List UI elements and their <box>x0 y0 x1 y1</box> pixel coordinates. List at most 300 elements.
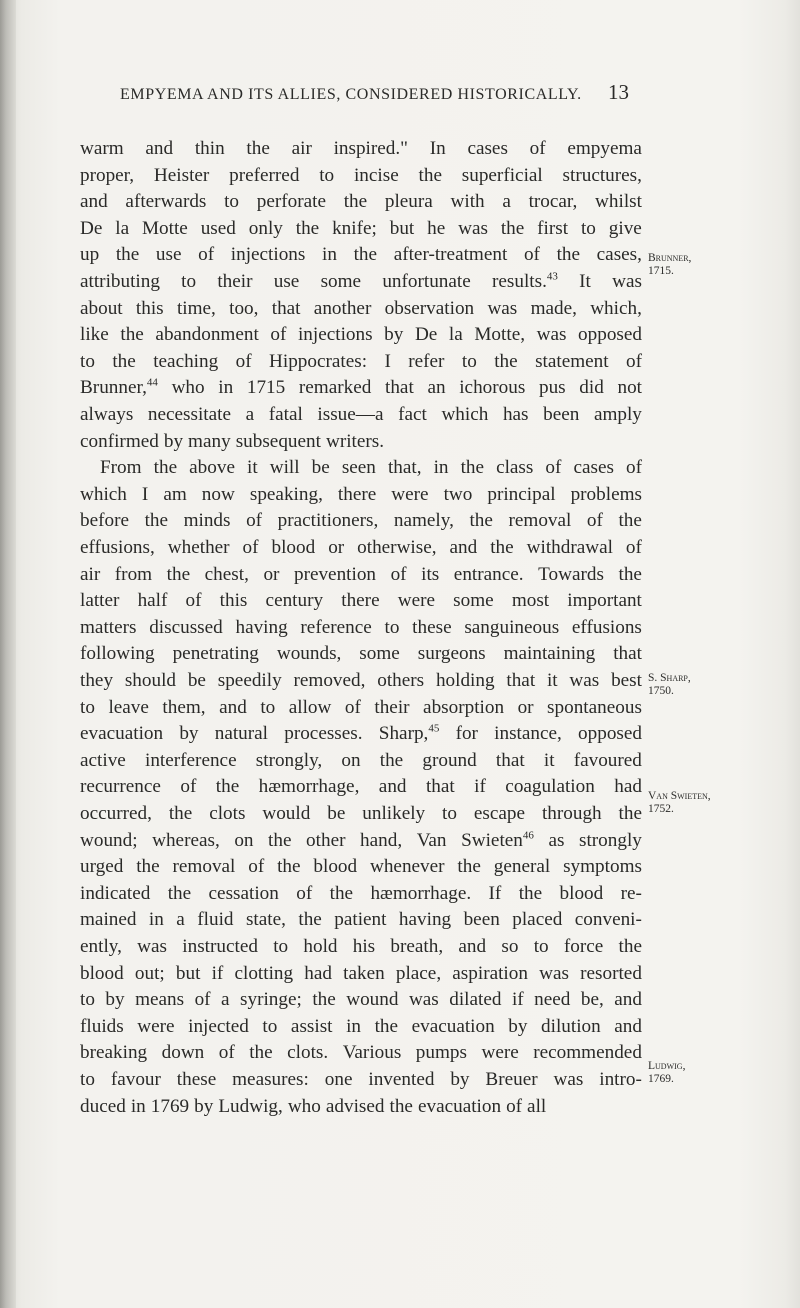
word: evacuation <box>411 1015 495 1037</box>
word: and <box>80 191 108 213</box>
word: to <box>80 696 95 718</box>
word: following <box>80 643 155 665</box>
word: now <box>201 483 235 505</box>
word: the <box>353 244 378 266</box>
word: resorted <box>580 962 642 984</box>
word: the <box>268 829 292 851</box>
word: strongly, <box>255 749 323 771</box>
word: of <box>246 510 263 532</box>
footnote-ref: 43 <box>546 270 558 283</box>
word: cases <box>467 138 508 159</box>
word: all <box>527 1095 547 1117</box>
word: the <box>166 563 191 585</box>
word: the <box>295 217 320 239</box>
word: Breuer <box>485 1069 538 1090</box>
margin-note-van-swieten <box>648 790 711 816</box>
text-line <box>80 373 642 403</box>
word: on <box>234 829 254 851</box>
footnote-ref: 46 <box>522 829 534 842</box>
word: writers. <box>325 430 385 452</box>
word: knife; <box>332 217 377 239</box>
word: so <box>501 936 519 957</box>
word: by <box>508 1015 528 1037</box>
footnote-ref: 45 <box>428 722 440 735</box>
word: of <box>270 324 287 346</box>
word: opposed <box>578 723 642 745</box>
word: of <box>235 350 252 372</box>
word: remarked <box>298 377 372 399</box>
word: instructed <box>182 936 258 957</box>
word: wound; <box>80 829 138 851</box>
word: maintaining <box>503 643 596 665</box>
word: always <box>80 404 134 425</box>
word: of <box>344 696 361 718</box>
word: la <box>448 324 463 346</box>
word: the <box>215 776 240 798</box>
word: of <box>185 590 202 612</box>
word: by <box>179 723 199 745</box>
word: proper, <box>80 164 135 186</box>
word: injections <box>230 244 306 266</box>
margin-note-name: Ludwig, <box>648 1060 686 1072</box>
word: Heister <box>153 164 210 186</box>
word: and <box>219 696 247 718</box>
word: will <box>269 457 300 479</box>
word: of <box>194 989 211 1011</box>
word: down <box>161 1042 205 1064</box>
text-line <box>80 294 642 324</box>
text-line <box>80 932 642 962</box>
margin-note-name: S. Sharp, <box>648 672 691 684</box>
word: which, <box>590 297 642 319</box>
word: sanguineous <box>464 616 560 638</box>
word: on <box>341 749 361 771</box>
word: only <box>248 217 283 239</box>
word: favour <box>110 1069 161 1090</box>
word: for <box>455 723 478 745</box>
word: otherwise, <box>357 537 437 558</box>
word: the <box>144 510 169 532</box>
word: that <box>506 670 536 691</box>
word: if <box>474 776 486 798</box>
word: natural <box>214 723 269 745</box>
word: be <box>327 803 346 824</box>
word: whereas, <box>152 829 220 851</box>
word: the <box>469 510 493 532</box>
word: whenever <box>369 856 445 878</box>
word: of <box>242 537 259 558</box>
word: half <box>137 590 168 612</box>
word: favoured <box>573 749 642 771</box>
word: hæmorrhage, <box>258 776 360 798</box>
word: their <box>217 271 253 292</box>
word: reference <box>300 616 372 638</box>
word: urged <box>80 856 124 878</box>
word: pleura <box>384 191 433 213</box>
word: give <box>608 217 642 239</box>
word: place, <box>395 962 442 984</box>
word: class <box>496 457 534 479</box>
word: cessation <box>208 882 279 904</box>
word: measures: <box>232 1069 309 1090</box>
word: force <box>563 936 604 957</box>
word: symptoms <box>563 856 642 878</box>
word: re- <box>620 882 642 904</box>
word: la <box>115 217 130 239</box>
word: to <box>384 616 400 638</box>
word: coagulation <box>505 776 595 798</box>
text-line <box>80 480 642 510</box>
text-line <box>80 506 642 536</box>
word: of <box>296 882 313 904</box>
word: advised <box>325 1095 385 1117</box>
word: other <box>306 829 346 851</box>
word: penetrating <box>172 643 259 665</box>
word: there <box>341 590 380 612</box>
word: their <box>374 696 410 718</box>
word: of <box>390 563 407 585</box>
word: empyema <box>567 138 642 159</box>
word: ground <box>422 749 477 771</box>
word: intro- <box>599 1069 642 1090</box>
word: if <box>511 989 524 1011</box>
word: state, <box>245 909 286 931</box>
word: cases, <box>596 244 642 266</box>
word: be <box>311 457 330 479</box>
word: important <box>567 590 642 612</box>
word: was <box>458 217 488 239</box>
word: necessitate <box>147 404 231 425</box>
word: wounds, <box>276 643 342 665</box>
word: In <box>429 138 446 159</box>
word: holding <box>435 670 495 691</box>
word: not <box>617 377 642 399</box>
word: who <box>287 1095 321 1117</box>
word: which <box>441 404 489 425</box>
word: surgeons <box>417 643 486 665</box>
word: that, <box>387 457 422 479</box>
word: some <box>320 271 362 292</box>
word: the <box>249 1042 273 1064</box>
word: of <box>218 1042 235 1064</box>
word: having <box>235 616 288 638</box>
word: to <box>533 936 549 957</box>
word: teaching <box>153 350 219 372</box>
word: issue—a <box>317 404 384 425</box>
word: leave <box>108 696 149 718</box>
word: were <box>481 1042 519 1064</box>
word: preferred <box>229 164 300 186</box>
word: that <box>385 377 414 399</box>
word: clotting <box>234 962 294 984</box>
margin-note-sharp <box>648 672 691 698</box>
word: or <box>328 537 345 558</box>
word: the <box>418 164 442 186</box>
text-line <box>80 746 642 776</box>
word: the <box>112 350 136 372</box>
word: in <box>218 377 234 399</box>
word: many <box>188 430 231 452</box>
word: the <box>153 457 178 479</box>
word: was <box>487 297 518 319</box>
word: but <box>175 962 201 984</box>
word: in <box>148 909 164 931</box>
word: practitioners, <box>277 510 379 532</box>
word: others <box>377 670 425 691</box>
text-line <box>80 214 642 244</box>
word: hold <box>303 936 338 957</box>
text-line <box>100 453 642 483</box>
word: a <box>502 191 511 213</box>
word: the <box>120 324 144 346</box>
word: most <box>511 590 550 612</box>
word: inspired." <box>333 138 409 159</box>
word: as <box>548 829 565 851</box>
margin-note-year: 1750. <box>648 685 674 697</box>
word: or <box>517 696 534 718</box>
word: which <box>80 483 127 505</box>
word: thin <box>194 138 225 159</box>
word: of <box>198 244 215 266</box>
text-line <box>80 560 642 590</box>
word: to <box>260 696 276 718</box>
word: of <box>626 350 642 372</box>
text-line <box>80 267 642 297</box>
word: and <box>614 1015 642 1037</box>
text-line <box>80 187 642 217</box>
word: 1769 <box>150 1095 190 1117</box>
word: prevention <box>293 563 377 585</box>
word: the <box>343 191 368 213</box>
word: or <box>263 563 280 585</box>
word: Towards <box>538 563 604 585</box>
word: and <box>614 989 642 1011</box>
word: principal <box>487 483 556 505</box>
word: should <box>124 670 177 691</box>
word: it <box>247 457 258 479</box>
word: the <box>490 537 514 558</box>
word: out; <box>134 962 165 984</box>
word: to <box>80 350 95 372</box>
word: another <box>313 297 372 319</box>
word: that <box>425 776 455 798</box>
text-line <box>80 985 642 1015</box>
word: he <box>427 217 446 239</box>
word: to <box>319 164 335 186</box>
word: of <box>506 1095 523 1117</box>
word: from <box>114 563 153 585</box>
word: the <box>556 244 581 266</box>
word: in <box>130 1095 146 1117</box>
text-line <box>80 852 642 882</box>
word: first <box>537 217 569 239</box>
word: the <box>618 803 642 824</box>
margin-note-name: Van Swieten, <box>648 790 711 802</box>
word: was <box>539 962 569 984</box>
word: clots <box>209 803 246 824</box>
word: was <box>612 271 642 292</box>
word: minds <box>183 510 231 532</box>
word: the <box>167 882 192 904</box>
word: 1715 <box>246 377 286 399</box>
word: latter <box>80 590 120 612</box>
word: wound <box>346 989 399 1011</box>
text-line <box>80 666 642 696</box>
word: having <box>398 909 452 931</box>
word: the <box>115 244 140 266</box>
word: it <box>543 749 555 771</box>
word: its <box>421 563 440 585</box>
text-line <box>80 134 642 164</box>
word: were <box>397 590 436 612</box>
word: pumps <box>415 1042 467 1064</box>
word: that <box>495 749 525 771</box>
word: Ludwig, <box>218 1095 283 1117</box>
word: to <box>80 1069 95 1090</box>
word: the <box>298 909 322 931</box>
word: clots. <box>287 1042 329 1064</box>
word: had <box>304 962 332 984</box>
word: after-treatment <box>393 244 508 266</box>
word: If <box>488 882 502 904</box>
text-line <box>80 905 642 935</box>
word: of <box>625 457 642 479</box>
word: confirmed <box>80 430 159 452</box>
word: one <box>324 1069 353 1090</box>
word: dilated <box>449 989 502 1011</box>
word: century <box>265 590 324 612</box>
word: through <box>541 803 602 824</box>
word: placed <box>512 909 563 931</box>
word: them, <box>162 696 206 718</box>
word: blood <box>559 882 604 904</box>
word: assist <box>290 1015 333 1037</box>
word: the <box>168 803 193 824</box>
word: incise <box>353 164 399 186</box>
word: ently, <box>80 936 122 957</box>
word: to <box>442 803 457 824</box>
word: in <box>346 1015 362 1037</box>
word: of <box>180 776 197 798</box>
word: best <box>611 670 642 691</box>
word: the <box>312 989 336 1011</box>
word: had <box>614 776 642 798</box>
word: by <box>105 989 125 1011</box>
word: air <box>291 138 312 159</box>
word: if <box>211 962 224 984</box>
page-gutter-shadow <box>0 0 16 1308</box>
text-line <box>80 427 642 457</box>
word: by <box>450 1069 470 1090</box>
word: mained <box>80 909 137 931</box>
text-line <box>80 799 642 829</box>
word: of <box>586 510 603 532</box>
word: occurred, <box>80 803 152 824</box>
page-number: 13 <box>608 80 629 104</box>
word: blood <box>313 856 358 878</box>
word: use <box>155 244 182 266</box>
word: that <box>271 297 301 319</box>
word: time, <box>176 297 216 319</box>
word: the <box>618 936 642 957</box>
word: the <box>277 856 301 878</box>
word: be, <box>580 989 604 1011</box>
word: and <box>449 537 478 558</box>
word: observation <box>384 297 475 319</box>
word: has <box>502 404 529 425</box>
word: with <box>450 191 485 213</box>
word: of <box>545 457 562 479</box>
word: unfortunate <box>382 271 471 292</box>
word: spontaneous <box>547 696 642 718</box>
word: Brunner,$^{44}$ <box>80 377 158 399</box>
word: indicated <box>80 882 151 904</box>
word: removal <box>508 510 572 532</box>
word: and <box>145 138 174 159</box>
word: allow <box>288 696 332 718</box>
word: of <box>523 244 540 266</box>
text-line <box>80 693 642 723</box>
word: namely, <box>393 510 454 532</box>
word: De <box>80 217 103 239</box>
word: interference <box>144 749 237 771</box>
word: fluids <box>80 1015 124 1037</box>
word: the <box>329 882 354 904</box>
word: speedily <box>217 670 282 691</box>
word: I <box>141 483 149 505</box>
word: it <box>546 670 558 691</box>
word: opposed <box>578 324 642 346</box>
page-header <box>0 80 800 110</box>
word: taken <box>343 962 385 984</box>
word: two <box>443 483 473 505</box>
word: trocar, <box>528 191 578 213</box>
word: but <box>389 217 415 239</box>
word: of <box>248 856 265 878</box>
text-line <box>80 1012 642 1042</box>
word: general <box>493 856 551 878</box>
word: were <box>137 1015 175 1037</box>
word: effusions <box>571 616 642 638</box>
word: afterwards <box>125 191 207 213</box>
word: by <box>194 1095 214 1117</box>
word: was <box>553 1069 584 1090</box>
word: his <box>352 936 376 957</box>
word: used <box>200 217 236 239</box>
word: fatal <box>268 404 303 425</box>
word: the <box>136 856 160 878</box>
word: ichorous <box>459 377 526 399</box>
word: an <box>427 377 446 399</box>
word: hand, <box>360 829 403 851</box>
word: hæmorrhage. <box>370 882 472 904</box>
word: removal <box>172 856 236 878</box>
word: and <box>458 936 487 957</box>
word: they <box>80 670 114 691</box>
word: amply <box>593 404 642 425</box>
word: Various <box>342 1042 402 1064</box>
word: cases <box>573 457 614 479</box>
word: like <box>80 324 109 346</box>
word: aspiration <box>452 962 528 984</box>
word: Hippocrates: <box>269 350 368 372</box>
word: conveni- <box>574 909 642 931</box>
word: absorption <box>423 696 505 718</box>
word: breath, <box>390 936 444 957</box>
margin-note-year: 1752. <box>648 803 674 815</box>
text-line <box>80 1038 642 1068</box>
word: escape <box>473 803 526 824</box>
